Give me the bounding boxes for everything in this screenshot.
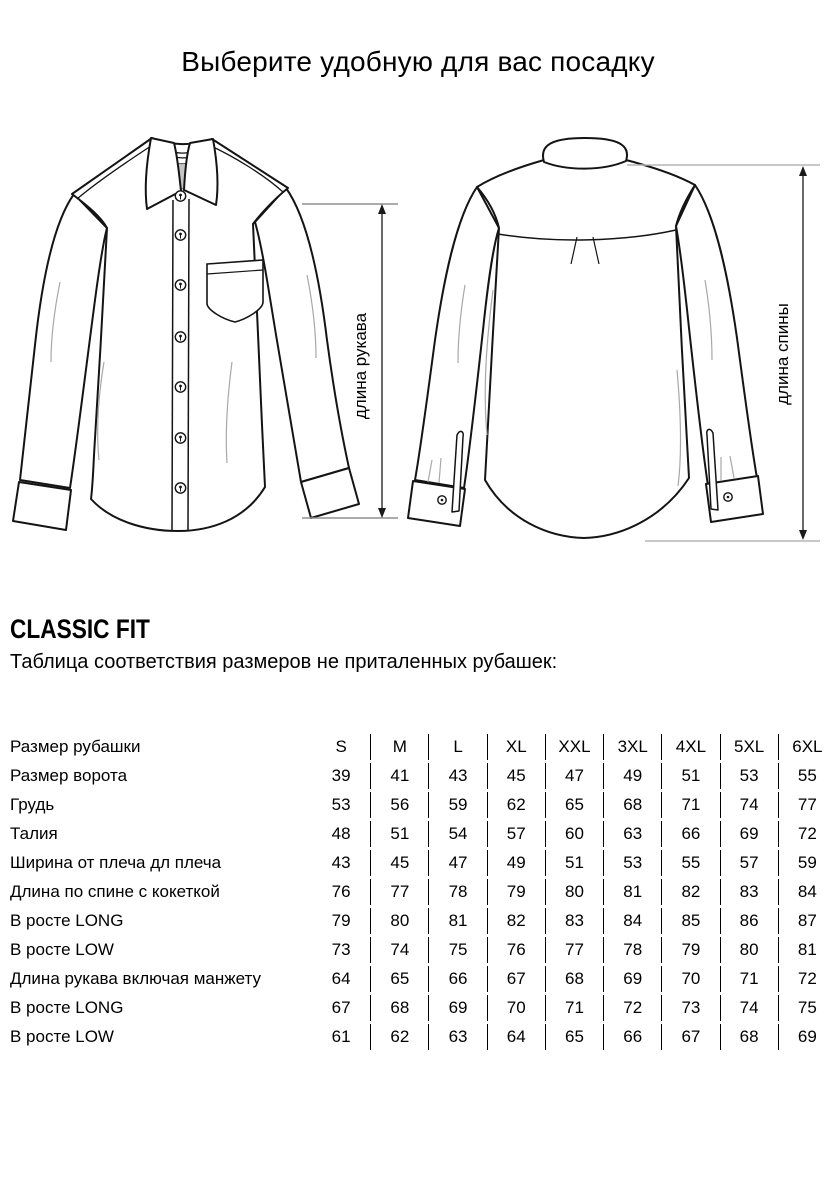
size-value-cell: 39 xyxy=(331,766,351,785)
row-label: Грудь xyxy=(10,795,55,814)
size-value-cell: 71 xyxy=(661,792,719,818)
table-row xyxy=(0,908,836,934)
size-value-cell: 68 xyxy=(370,995,428,1021)
size-value-cell: 69 xyxy=(778,1024,836,1050)
size-value-cell: 51 xyxy=(370,821,428,847)
size-value-cell: 78 xyxy=(428,879,486,905)
table-row xyxy=(0,821,836,847)
size-value-cell: 43 xyxy=(331,853,351,872)
arrow-up-icon xyxy=(799,166,807,176)
size-value-cell: 55 xyxy=(778,763,836,789)
size-value-cell: 71 xyxy=(720,966,778,992)
front-placket-right-line xyxy=(188,199,189,530)
size-value-cell: 81 xyxy=(428,908,486,934)
front-left-cuff xyxy=(13,482,71,530)
size-value-cell: XXL xyxy=(545,734,603,760)
front-pocket xyxy=(207,260,263,322)
row-label: В росте LOW xyxy=(10,1027,114,1046)
size-value-cell: 74 xyxy=(720,995,778,1021)
size-value-cell: L xyxy=(428,734,486,760)
size-value-cell: 79 xyxy=(487,879,545,905)
size-value-cell: 78 xyxy=(603,937,661,963)
size-value-cell: 63 xyxy=(428,1024,486,1050)
size-table xyxy=(0,731,836,1053)
back-length-label: длина спины xyxy=(773,303,792,405)
row-label: Размер рубашки xyxy=(10,737,141,756)
size-value-cell: 66 xyxy=(428,966,486,992)
size-value-cell: 57 xyxy=(487,821,545,847)
table-row xyxy=(0,734,836,760)
size-value-cell: 69 xyxy=(428,995,486,1021)
front-right-sleeve xyxy=(255,188,349,482)
size-value-cell: 72 xyxy=(778,966,836,992)
size-value-cell: 59 xyxy=(778,850,836,876)
shirt-back-drawing xyxy=(400,130,836,575)
size-value-cell: 4XL xyxy=(661,734,719,760)
size-table-body xyxy=(0,734,836,1050)
size-value-cell: 77 xyxy=(545,937,603,963)
back-right-sleeve xyxy=(676,185,757,486)
size-value-cell: 61 xyxy=(331,1027,351,1046)
size-value-cell: 72 xyxy=(778,821,836,847)
row-label: Длина по спине с кокеткой xyxy=(10,882,220,901)
size-value-cell: 66 xyxy=(661,821,719,847)
table-row xyxy=(0,792,836,818)
table-row xyxy=(0,1024,836,1050)
size-value-cell: XL xyxy=(487,734,545,760)
size-value-cell: 79 xyxy=(661,937,719,963)
size-value-cell: 48 xyxy=(331,824,351,843)
size-value-cell: 75 xyxy=(778,995,836,1021)
size-value-cell: 60 xyxy=(545,821,603,847)
size-value-cell: 56 xyxy=(370,792,428,818)
size-value-cell: 79 xyxy=(331,911,351,930)
size-value-cell: 62 xyxy=(370,1024,428,1050)
size-value-cell: 64 xyxy=(331,969,351,988)
size-value-cell: 53 xyxy=(720,763,778,789)
size-value-cell: 68 xyxy=(720,1024,778,1050)
arrow-down-icon xyxy=(378,508,386,518)
row-label: Длина рукава включая манжету xyxy=(10,969,262,988)
size-value-cell: S xyxy=(335,737,347,756)
size-value-cell: 45 xyxy=(487,763,545,789)
size-value-cell: 49 xyxy=(603,763,661,789)
arrow-down-icon xyxy=(799,530,807,540)
size-value-cell: 83 xyxy=(545,908,603,934)
size-value-cell: 82 xyxy=(661,879,719,905)
size-value-cell: 76 xyxy=(331,882,351,901)
size-value-cell: 72 xyxy=(603,995,661,1021)
size-value-cell: 83 xyxy=(720,879,778,905)
size-value-cell: 5XL xyxy=(720,734,778,760)
size-value-cell: 77 xyxy=(778,792,836,818)
size-value-cell: 85 xyxy=(661,908,719,934)
size-value-cell: 74 xyxy=(370,937,428,963)
size-value-cell: 86 xyxy=(720,908,778,934)
size-value-cell: 84 xyxy=(778,879,836,905)
size-value-cell: 55 xyxy=(661,850,719,876)
arrow-up-icon xyxy=(378,204,386,214)
size-value-cell: 66 xyxy=(603,1024,661,1050)
size-value-cell: 67 xyxy=(331,998,351,1017)
size-value-cell: 67 xyxy=(661,1024,719,1050)
row-label: В росте LONG xyxy=(10,998,124,1017)
shirt-diagram xyxy=(0,130,836,575)
size-value-cell: 80 xyxy=(370,908,428,934)
back-collar xyxy=(543,138,627,169)
size-value-cell: 63 xyxy=(603,821,661,847)
size-value-cell: 77 xyxy=(370,879,428,905)
size-value-cell: 81 xyxy=(603,879,661,905)
shirt-front-drawing xyxy=(8,130,408,575)
table-row xyxy=(0,995,836,1021)
table-caption: Таблица соответствия размеров не приталенных рубашек: xyxy=(10,651,558,673)
size-value-cell: 51 xyxy=(545,850,603,876)
back-body xyxy=(477,154,695,538)
size-value-cell: 41 xyxy=(370,763,428,789)
size-value-cell: 73 xyxy=(331,940,351,959)
size-value-cell: 3XL xyxy=(603,734,661,760)
size-value-cell: 69 xyxy=(720,821,778,847)
front-placket-left-line xyxy=(172,200,173,530)
size-value-cell: 59 xyxy=(428,792,486,818)
size-value-cell: 82 xyxy=(487,908,545,934)
row-label: Размер ворота xyxy=(10,766,128,785)
table-row xyxy=(0,763,836,789)
size-value-cell: 81 xyxy=(778,937,836,963)
size-value-cell: 65 xyxy=(370,966,428,992)
size-value-cell: 53 xyxy=(603,850,661,876)
table-row xyxy=(0,850,836,876)
size-value-cell: 67 xyxy=(487,966,545,992)
size-value-cell: 76 xyxy=(487,937,545,963)
size-value-cell: 65 xyxy=(545,1024,603,1050)
size-value-cell: 49 xyxy=(487,850,545,876)
size-value-cell: 70 xyxy=(487,995,545,1021)
size-value-cell: M xyxy=(370,734,428,760)
size-value-cell: 62 xyxy=(487,792,545,818)
size-value-cell: 65 xyxy=(545,792,603,818)
row-label: Ширина от плеча дл плеча xyxy=(10,853,222,872)
size-value-cell: 43 xyxy=(428,763,486,789)
size-value-cell: 47 xyxy=(545,763,603,789)
size-value-cell: 87 xyxy=(778,908,836,934)
size-value-cell: 71 xyxy=(545,995,603,1021)
size-value-cell: 45 xyxy=(370,850,428,876)
size-value-cell: 80 xyxy=(720,937,778,963)
size-value-cell: 74 xyxy=(720,792,778,818)
size-value-cell: 47 xyxy=(428,850,486,876)
size-value-cell: 84 xyxy=(603,908,661,934)
table-row xyxy=(0,966,836,992)
size-value-cell: 54 xyxy=(428,821,486,847)
table-row xyxy=(0,937,836,963)
size-value-cell: 51 xyxy=(661,763,719,789)
size-value-cell: 64 xyxy=(487,1024,545,1050)
size-value-cell: 80 xyxy=(545,879,603,905)
size-value-cell: 70 xyxy=(661,966,719,992)
size-value-cell: 68 xyxy=(603,792,661,818)
sleeve-length-label: длина рукава xyxy=(351,312,370,420)
table-row xyxy=(0,879,836,905)
size-value-cell: 68 xyxy=(545,966,603,992)
size-value-cell: 57 xyxy=(720,850,778,876)
page-title: Выберите удобную для вас посадку xyxy=(181,46,655,77)
size-value-cell: 73 xyxy=(661,995,719,1021)
size-value-cell: 75 xyxy=(428,937,486,963)
row-label: В росте LOW xyxy=(10,940,114,959)
size-value-cell: 53 xyxy=(331,795,351,814)
row-label: В росте LONG xyxy=(10,911,124,930)
size-value-cell: 6XL xyxy=(778,734,836,760)
fit-heading: CLASSIC FIT xyxy=(10,614,150,644)
row-label: Талия xyxy=(10,824,58,843)
size-value-cell: 69 xyxy=(603,966,661,992)
